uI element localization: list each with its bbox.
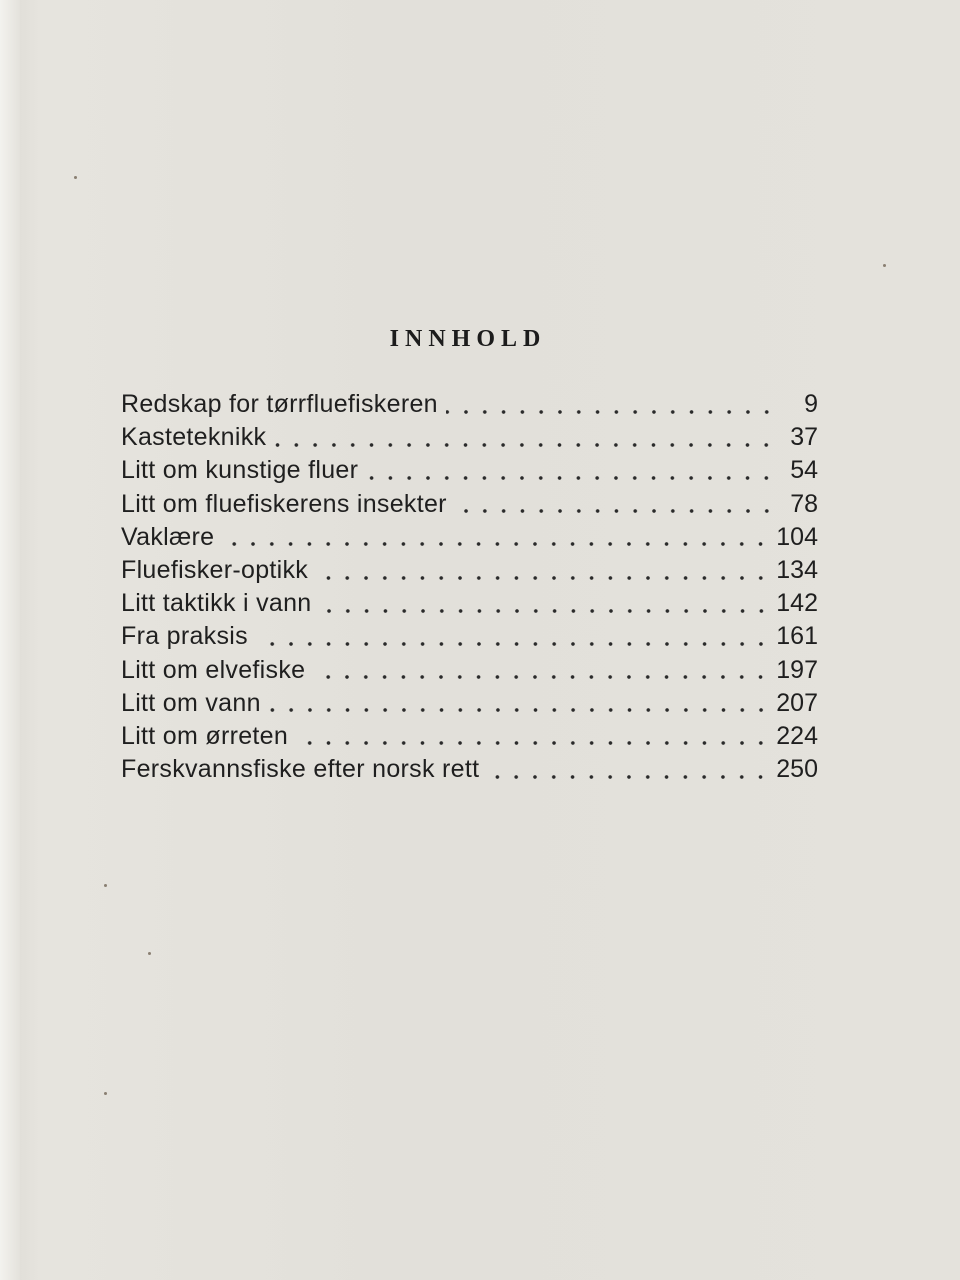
toc-entry <box>121 554 818 587</box>
toc-entry-title: Litt om ørreten <box>121 721 289 750</box>
toc-entry <box>121 654 818 687</box>
toc-entry-page: 197 <box>776 655 818 684</box>
toc-entry-page: 104 <box>776 522 818 551</box>
paper-speck <box>104 1092 107 1095</box>
dot-leader <box>296 740 770 746</box>
paper-speck <box>104 884 107 887</box>
dot-leader <box>256 641 770 647</box>
dot-leader <box>222 541 770 547</box>
toc-entry <box>121 421 818 454</box>
toc-entry-title: Fluefisker-optikk <box>121 556 309 585</box>
toc-entry-page: 9 <box>804 390 818 419</box>
toc-entry-title: Fra praksis <box>121 622 248 651</box>
toc-entry-page: 207 <box>776 688 818 717</box>
toc-entry-page: 250 <box>776 755 818 784</box>
paper-speck <box>148 952 151 955</box>
toc-entry-title: Litt om elvefiske <box>121 655 306 684</box>
toc-entry-title: Redskap for tørrfluefiskeren <box>121 390 438 419</box>
toc-entry-title: Kasteteknikk <box>121 423 267 452</box>
toc-entry <box>121 620 818 653</box>
dot-leader <box>446 409 776 415</box>
paper-speck <box>883 264 886 267</box>
toc-entry-title: Litt taktikk i vann <box>121 589 312 618</box>
toc-entry-page: 54 <box>790 456 818 485</box>
toc-entry-page: 134 <box>776 556 818 585</box>
dot-leader <box>269 707 770 713</box>
toc-entry-page: 78 <box>790 489 818 518</box>
toc-entry <box>121 587 818 620</box>
toc-entry <box>121 521 818 554</box>
toc-entry-page: 161 <box>776 622 818 651</box>
dot-leader <box>487 774 770 780</box>
paper-speck <box>74 176 77 179</box>
dot-leader <box>366 475 776 481</box>
dot-leader <box>455 508 776 514</box>
dot-leader <box>313 674 770 680</box>
toc-entry <box>121 388 818 421</box>
toc-entry-page: 224 <box>776 721 818 750</box>
toc-entry-title: Litt om kunstige fluer <box>121 456 359 485</box>
toc-entry <box>121 488 818 521</box>
toc-entry <box>121 687 818 720</box>
page-edge <box>0 0 20 1280</box>
table-of-contents <box>121 388 818 786</box>
dot-leader <box>316 575 770 581</box>
toc-entry-title: Litt om vann <box>121 688 261 717</box>
toc-entry-page: 142 <box>776 589 818 618</box>
dot-leader <box>274 442 776 448</box>
page-title: INNHOLD <box>389 326 547 352</box>
toc-entry <box>121 720 818 753</box>
toc-entry <box>121 454 818 487</box>
toc-entry-page: 37 <box>790 423 818 452</box>
toc-entry <box>121 753 818 786</box>
toc-entry-title: Ferskvannsfiske efter norsk rett <box>121 755 480 784</box>
toc-entry-title: Litt om fluefiskerens insekter <box>121 489 447 518</box>
dot-leader <box>320 608 771 614</box>
toc-entry-title: Vaklære <box>121 522 215 551</box>
